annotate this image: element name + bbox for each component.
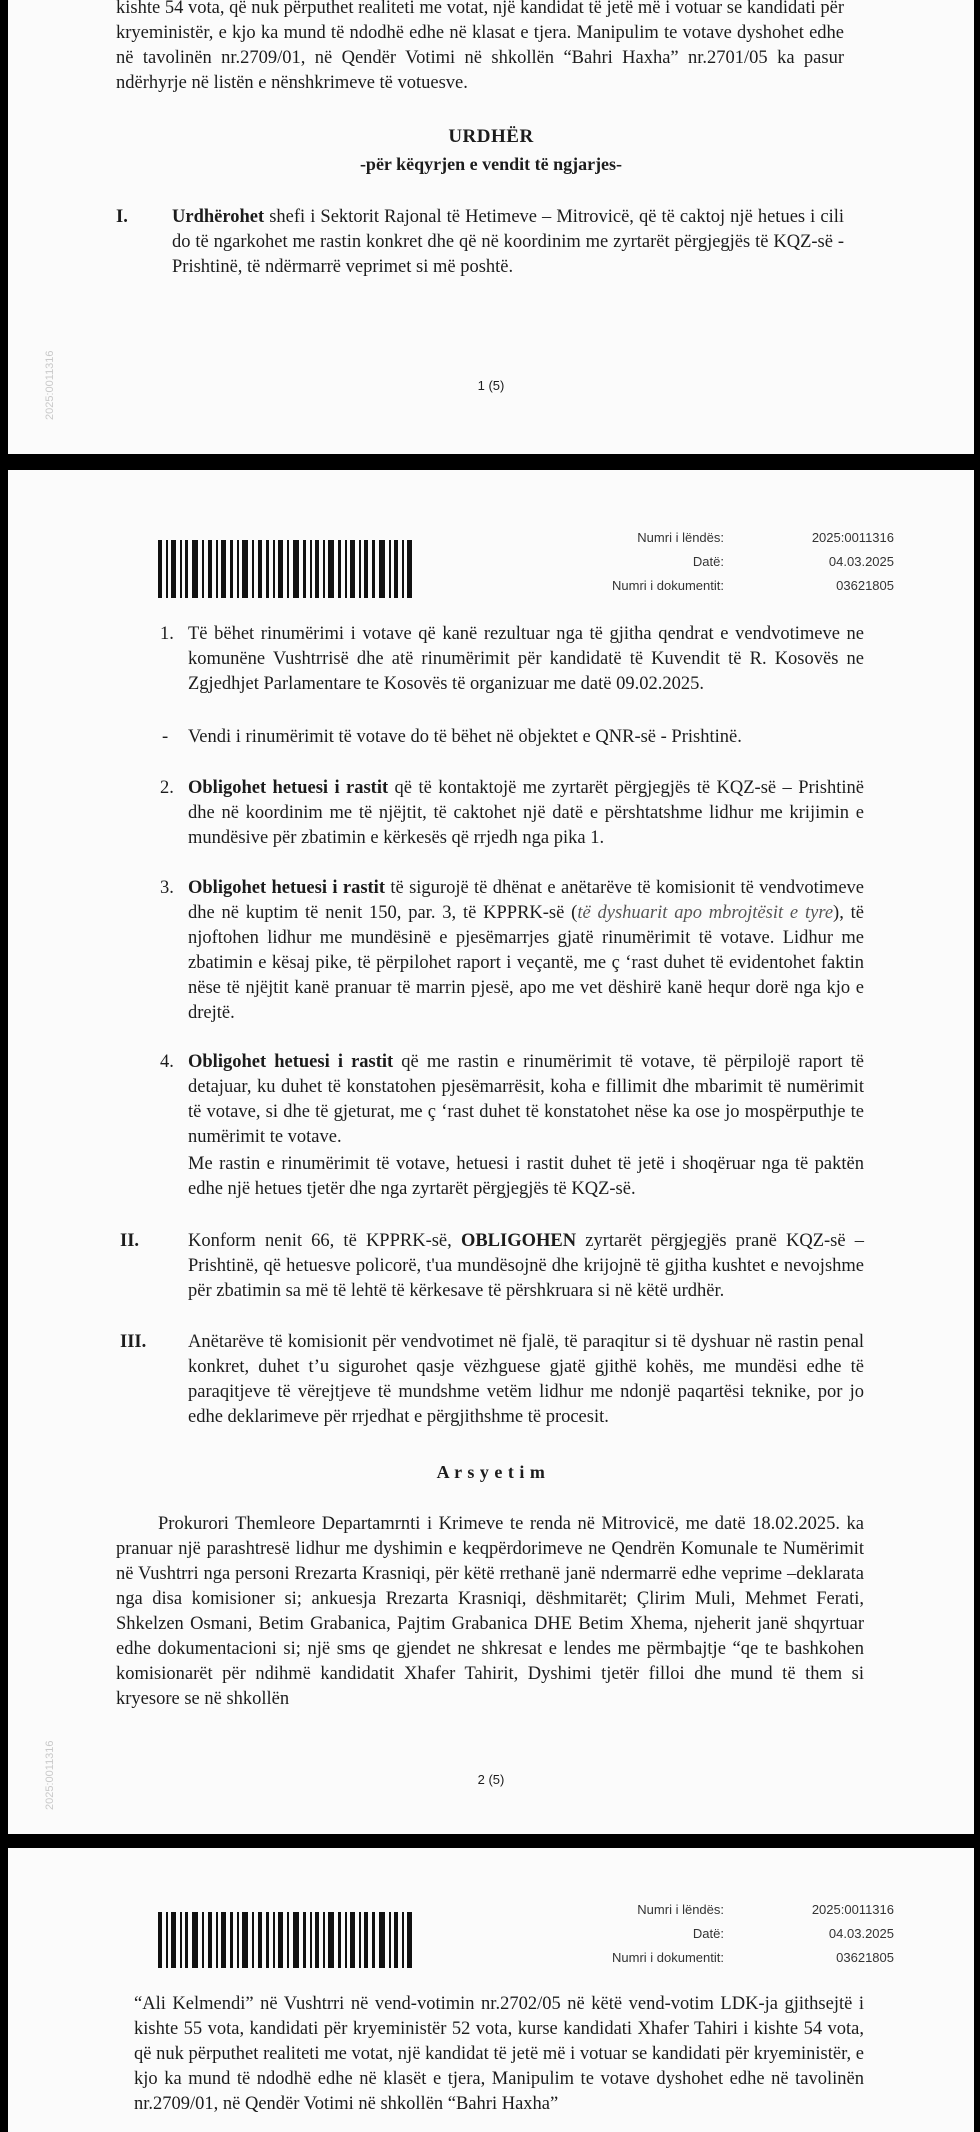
item-I-text: shefi i Sektorit Rajonal të Hetimeve – Mitrovicë, që të caktoj një hetues i cili do të ngarkohet me rastin konkret dhe që në koordinim me zyrtarët përgjegjës të KQZ-së - Prishtinë, të ndërmarrë veprimet si më poshtë. [172,207,844,277]
item-3-bold: Obligohet hetuesi i rastit [188,878,385,898]
page-number: 1 (5) [477,378,505,393]
document-number-label: Numri i dokumentit: [612,1950,724,1965]
item-4-paragraph-2: Me rastin e rinumërimit të votave, hetuesi i rastit duhet të jetë i shoqëruar nga të paktën edhe një hetues tjetër dhe nga zyrtarët përgjegjës të KQZ-së. [188,1154,864,1199]
case-number-label: Numri i lëndës: [637,530,724,545]
dash-paragraph: Vendi i rinumërimit të votave do të bëhet në objektet e QNR-së - Prishtinë. [188,727,742,747]
item-3-text-b: ), të njoftohen lidhur me mundësinë e pjesëmarrjes gjatë rinumërimit të votave. Lidhur me zbatimin e kësaj pike, të përpilohet raport i veçantë, me ç ‘rast duhet të evidentohet faktin nëse të njëjtit kanë pranuar të marrin pjesë, apo me vet dëshirë kanë hequr dorë nga kjo e drejtë. [188,903,865,1023]
date-value: 04.03.2025 [828,554,894,569]
item-1-marker: 1. [160,624,174,644]
item-2-paragraph [188,776,864,851]
item-3-paragraph [188,876,864,1026]
item-II-paragraph [188,1229,864,1304]
date-label: Datë: [692,1926,724,1941]
document-number-label: Numri i dokumentit: [612,578,724,593]
item-2-marker: 2. [160,778,174,798]
item-II-marker: II. [120,1231,140,1251]
date-value: 04.03.2025 [828,1926,894,1941]
case-number-value: 2025:0011316 [811,1902,894,1917]
item-I-paragraph [172,205,844,280]
item-3-text-a: të sigurojë të dhënat e anëtarëve të komisionit të vendvotimeve dhe në kuptim të nenit 150, par. 3, të KPPRK-së ( [188,878,864,923]
dash-marker: - [162,727,169,747]
case-number-value: 2025:0011316 [811,530,894,545]
item-2-bold: Obligohet hetuesi i rastit [188,778,389,798]
document-meta [574,1898,894,1970]
item-II-text-a: Konform nenit 66, të KPPRK-së, [188,1231,461,1251]
item-3-italic: të dyshuarit apo mbrojtësit e tyre [577,903,834,923]
item-II-text-b: zyrtarët përgjegjës pranë KQZ-së – Prishtinë, që hetuesve policorë, t'ua mundësojnë dhe krijojnë të gjitha kushtet e nevojshme për zbatimin sa më të lehtë të kërkesave të përshkruara si në këtë urdhër. [188,1231,864,1301]
item-I-bold: Urdhërohet [172,207,265,227]
item-III-marker: III. [120,1332,147,1352]
side-stamp: 2025:0011316 [44,1740,56,1810]
document-number-value: 03621805 [836,1950,894,1965]
order-heading: URDHËR [448,126,534,147]
item-1-paragraph: Të bëhet rinumërimi i votave që kanë rezultuar nga të gjitha qendrat e vendvotimeve ne komunëne Vushtrrisë dhe atë rinumërimit për kandidatë të Kuvendit të R. Kosovës ne Zgjedhjet Parlamentare te Kosovës të organizuar me datë 09.02.2025. [188,624,864,694]
date-label: Datë: [692,554,724,569]
item-3-marker: 3. [160,878,174,898]
barcode-image [158,1912,418,1968]
document-meta [574,526,894,598]
document-page-3 [8,1848,974,2132]
barcode-image [158,540,418,598]
reasoning-heading: A r s y e t i m [436,1462,546,1482]
intro-paragraph: kishte 54 vota, që nuk përputhet realiteti me votat, një kandidat të jetë më i votuar se kandidati për kryeministër, e kjo ka mund të ndodhë edhe në klasat e tjera. Manipulim te votave dyshohet edhe në tavolinën nr.2709/01, në Qendër Votimi në shkollën “Bahri Haxha” nr.2701/05 ka pasur ndërhyrje në listën e nënshkrimeve të votuesve. [116,0,844,93]
reasoning-paragraph: Prokurori Themleore Departamrnti i Krimeve te renda në Mitrovicë, me datë 18.02.2025. ka pranuar një parashtresë lidhur me dyshimin e keqpërdorimeve ne Qendrën Komunale te Numërimit në Vushtrri nga personi Rrezarta Krasniqi, për këtë rrethanë janë ndermarrë edhe veprime –deklarata nga disa komisioner si; ankuesja Rrezarta Krasniqi, dëshmitarët; Çlirim Muli, Mehmet Ferati, Shkelzen Osmani, Betim Grabanica, Pajtim Grabanica DHE Betim Xhema, njeherit janë shqyrtuar edhe dokumentacioni si; një sms qe gjendet ne shkresat e lendes me përmbajtje “qe te bashkohen komisionarët për ndihmë kandidatit Xhafer Tahirit, Dyshimi tjetër filloi dhe mund të them si kryesore se në shkollën [116,1514,864,1709]
side-stamp: 2025:0011316 [44,350,56,420]
item-4-marker: 4. [160,1052,174,1072]
item-III-paragraph: Anëtarëve të komisionit për vendvotimet në fjalë, të paraqitur si të dyshuar në rastin penal konkret, duhet t’u sigurohet qasje vëzhguese gjatë gjithë kohës, me mundësi edhe të paraqitjeve të vërejtjeve të mundshme vetëm lidhur me ndonjë paqartësi teknike, por jo edhe deklarimeve për rrjedhat e përgjithshme të procesit. [188,1332,864,1427]
order-subheading: -për këqyrjen e vendit të ngjarjes- [359,154,623,174]
continuation-paragraph: “Ali Kelmendi” në Vushtrri në vend-votimin nr.2702/05 në këtë vend-votim LDK-ja gjithsejtë i kishte 55 vota, kandidati për kryeministër 52 vota, kurse kandidati Xhafer Tahiri i kishte 54 vota, që nuk përputhet realiteti me votat, një kandidat të jetë më i votuar se kandidati për kryeministër, e kjo ka mund të ndodhë edhe në klasët e tjera, Manipulim te votave dyshohet edhe në tavolinën nr.2709/01, në Qendër Votimi në shkollën “Bahri Haxha” [134,1994,864,2114]
item-I-marker: I. [116,207,128,227]
page-number: 2 (5) [477,1772,505,1787]
item-II-bold: OBLIGOHEN [460,1231,577,1251]
case-number-label: Numri i lëndës: [637,1902,724,1917]
item-4-bold: Obligohet hetuesi i rastit [188,1052,394,1072]
document-page-2 [8,470,974,1834]
item-4-text: që me rastin e rinumërimit të votave, të përpilojë raport të detajuar, ku duhet të konstatohen pjesëmarrësit, koha e fillimit dhe mbarimit të numërimit të votave, si dhe të gjeturat, me ç ‘rast duhet të konstatohet nëse ka ose jo mospërputhje te numërimit te votave. [188,1052,864,1147]
item-4-paragraph [188,1050,864,1150]
item-2-text: që të kontaktojë me zyrtarët përgjegjës të KQZ-së – Prishtinë dhe në koordinim me të njëjtit, të caktohet një datë e përshtatshme lidhur me krijimin e mundësive për zbatimin e kërkesës që rrjedh nga pika 1. [188,778,864,848]
document-page-1 [8,0,974,454]
document-number-value: 03621805 [836,578,894,593]
